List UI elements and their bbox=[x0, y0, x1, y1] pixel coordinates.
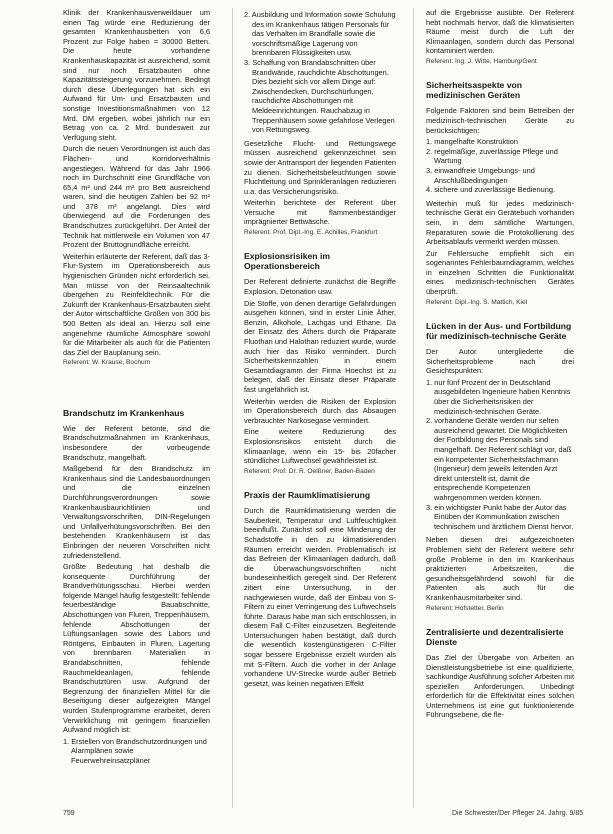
spacer bbox=[63, 376, 210, 394]
paragraph: Größte Bedeutung hat deshalb die konsequente Durchführung der Brandverhütungsschau. Hierbei werden folgende Mängel häufig festgestellt: fehlende feuerbeständige Bauabschnitte, Abschottungen von Fluren, Treppenhäusern, fehlende Abschottungen der Lüftungsanlagen sowie des Labors und Röntgens, Einbauten in Fluren, Lagerung von brennbaren Materialien in Brandabschnitten, fehlende Rauchmeldeanlagen, fehlende Brandschutztüren usw. Aufgrund der Begrenzung der finanziellen Mittel für die Beseitigung dieser aufgezeigten Mängel wurden Stufenprogramme erarbeitet, deren Verwirklichung mit geringem finanziellen Aufwand möglich ist: bbox=[63, 562, 210, 735]
paragraph: Klinik der Krankenhausverweildauer um einen Tag würde eine Reduzierung der gesamten Krankenhausbetten von 6,6 Prozent zur Folge haben = 30000 Betten. Die heute vorhandene Krankenhauskapazität ist ausreichend, somit sind nur noch Ersatzbauten ohne Kapazitätssteigerung vorzunehmen. Bedingt durch diese Überlegungen hat sich ein Aufwand für Um- und Ersatzbauten und sonstige Investitionsmaßnahmen von 12 Mrd. DM ergeben, wobei jährlich nur ein Betrag von ca. 2 Mrd. bundesweit zur Verfügung steht. bbox=[63, 8, 210, 142]
paragraph: Der Autor untergliederte die Sicherheitsprobleme nach drei Gesichtspunkten: bbox=[426, 347, 574, 376]
section-heading: Zentralisierte und dezentralisierte Dienste bbox=[426, 626, 564, 647]
list-item: 1. nur fünf Prozent der in Deutschland ausgebildeten Ingenieure haben Kenntnis über die Sicherheitsrisiken der medizinisch-technischen Geräte. bbox=[426, 377, 571, 416]
referent-line: Referent: Prof. Dr. R. Oelßner, Baden-Baden bbox=[244, 467, 375, 475]
column-middle bbox=[244, 8, 396, 690]
column-divider bbox=[232, 8, 233, 808]
section-heading: Praxis der Raumklimatisierung bbox=[244, 490, 371, 501]
list-item: 2. Ausbildung und Information sowie Schulung des im Krankenhaus tätigen Personals für das Verhalten im Brandfalle sowie die vorschriftsmäßige Lagerung von brennbaren Flüssigkeiten usw. bbox=[244, 10, 396, 58]
list-item: 4. sichere und zuverlässige Bedienung. bbox=[426, 185, 556, 195]
paragraph: Neben diesen drei aufgezeichneten Problemen sieht der Referent weitere sehr große Probleme in den im Krankenhaus praktizierten Arbeitszeiten, die gesundheitsgefährdend sowohl für die Patienten als auch für die Krankenhausmitarbeiter sind. bbox=[426, 535, 574, 602]
list-item: 3. Schaffung von Brandabschnitten über Brandwände, rauchdichte Abschottungen. Dies bezieht sich vor allem Dinge auf: Zwischendecken, Durchschürfungen, rauchdichte Abschottungen mit Meldeeinrichtungen. Rauchabzug in Treppenhäusern sowie gefahrlose Verlegen von Rettungsweg. bbox=[244, 57, 395, 135]
list-item: 1. mangelhafte Konstruktion bbox=[426, 137, 519, 147]
referent-line: Referent: W. Krause, Bochum bbox=[63, 359, 151, 367]
page-number: 759 bbox=[63, 810, 75, 817]
paragraph: Weiterhin werden die Risiken der Explosion im Operationsbereich durch das Absaugen verbrauchter Narkosegase vermindert. bbox=[244, 396, 396, 425]
section-heading: Brandschutz im Krankenhaus bbox=[63, 407, 185, 418]
paragraph: Gesetzliche Flucht- und Rettungswege müssen ausreichend gekennzeichnet sein sowie der Antransport der liegenden Patienten zu dienen. Sicherheitsbeleuchtungen sowie Fluchtleitung und Sprinkleranlagen reduzieren u.a. das Versicherungsrisiko. bbox=[244, 138, 396, 196]
factor-list bbox=[426, 137, 574, 195]
list-item: 2. vorhandene Geräte werden nur selten ausreichend gewartet. Die Möglichkeiten der Fortbildung des Personals sind mangelhaft. Der Referent schlägt vor, daß ein kompetenter Sicherheitsfachmann (Ingenieur) dem jeweils leitenden Arzt direkt unterstellt ist, damit die entsprechende Kompetenzen wahrgenommen werden können. bbox=[426, 416, 572, 502]
paragraph: Der Referent definierte zunächst die Begriffe Explosion, Detonation usw. bbox=[244, 277, 396, 297]
referent-line: Referent: Ing. J. Witte, Hamburg/Gent bbox=[426, 57, 537, 65]
column-right bbox=[426, 8, 574, 722]
paragraph: Zur Fehlersuche empfiehlt sich ein sogenanntes Fehlerbaumdiagramm, welches in einzelnen Schritten die Funktionalität eines medizinisch-technischen Gerätes überprüft. bbox=[426, 248, 574, 297]
measures-list-continued bbox=[244, 10, 396, 135]
paragraph: Durch die neuen Verordnungen ist auch das Flächen- und Korridorverhältnis angestiegen. Während für das Jahr 1966 noch im Durchschnitt eine Grundfläche von 65,4 m² und 244 m³ pro Bett ausreichend waren, sind die heutigen Zahlen bei 92 m² und 378 m³ angelangt. Dies wird überwiegend auf die Forderungen des Brandschutzes zurückgeführt. Der Anteil der Technik hat mittlerweile ein Volumen von 47 Prozent der Bruttogrundfläche erreicht. bbox=[63, 144, 210, 250]
paragraph: Eine weitere Reduzierung des Explosionsrisikos entsteht durch die Klimaanlage, wenn ein 15- bis 20facher stündlicher Luftwechsel gewährleistet ist. bbox=[244, 427, 396, 466]
list-item: 1. Erstellen von Brandschutzordnungen und Alarmplänen sowie Feuerwehreinsatzpläner bbox=[63, 736, 207, 765]
measures-list bbox=[63, 737, 210, 766]
journal-footer: Die Schwester/Der Pfleger 24. Jahrg. 9/85 bbox=[452, 810, 584, 817]
referent-line: Referent: Dipl.-Ing. S. Mattich, Kiel bbox=[426, 298, 528, 306]
section-heading: Explosionsrisiken im Operationsbereich bbox=[244, 251, 330, 272]
referent-line: Referent: Hofstetter, Berlin bbox=[426, 604, 504, 612]
paragraph: Folgende Faktoren sind beim Betreiben der medizinisch-technischen Geräte zu berücksichtigen: bbox=[426, 106, 574, 135]
column-divider bbox=[413, 8, 414, 808]
paragraph: Wie der Referent betonte, sind die Brandschutzmaßnahmen im Krankenhaus, insbesondere der vorbeugende Brandschutz, mangelhaft. bbox=[63, 423, 210, 462]
paragraph: Weiterhin muß für jedes medizinisch-technische Gerät ein Gerätebuch vorhanden sein, in dem sämtliche Wartungen, Reparaturen sowie die Protokollierung des Arbeitsablaufs vermerkt werden müssen. bbox=[426, 198, 574, 247]
paragraph: auf die Ergebnisse ausübte. Der Referent hebt nochmals hervor, daß die klimatisierten Räume meist durch die Luft der Klimaanlagen, sondern durch das Personal kontaminiert werden. bbox=[426, 8, 574, 56]
paragraph: Das Ziel der Übergabe von Arbeiten an Dienstleistungsbetriebe ist eine qualifizierte, sachkundige Ausführung solcher Arbeiten mit speziellen Anforderungen. Unbedingt erforderlich für die Effektivität eines solchen Unternehmens ist eine gut funktionierende Führungsebene, die fle- bbox=[426, 652, 574, 720]
list-item: 3. einwandfreie Umgebungs- und Anschlußbedingungen bbox=[426, 165, 535, 185]
paragraph: Weiterhin berichtete der Referent über Versuche mit flammenbeständiger imprägnierter Bettwäsche. bbox=[244, 198, 396, 227]
problem-list bbox=[426, 378, 574, 532]
referent-line: Referent: Prof. Dipl.-Ing. E. Achilles, Frankfurt bbox=[244, 229, 378, 237]
list-item: 3. ein wichtigster Punkt habe der Autor das Einüben der Kommunikation zwischen technischem und ärztlichem Dienst hervor. bbox=[426, 502, 574, 531]
paragraph: Maßgebend für den Brandschutz im Krankenhaus sind die Landesbauordnungen und die einzelnen Durchführungsverordnungen sowie Krankenhausbaurichtlinien und Verwaltungsvorschriften, DIN-Regelungen und Unfallverhütungsvorschriften. Bei den bestehenden Krankenhäusern ist das Einbringen der neueren Vorschriften nicht zufriedenstellend. bbox=[63, 464, 210, 560]
paragraph: Weiterhin erläuterte der Referent, daß das 3-Flur-System im Operationsbereich aus hygienischen Gründen nicht erforderlich sei. Man müsse von der Reinsaaltechnik übergehen zu Reinfeldtechnik. Für die Zukunft der Krankenhaus-Ersatzbauten sieht der Autor wirtschaftliche Größen von 300 bis 500 Betten als ideal an. Hierzu soll eine angenehme räumliche Atmosphäre sowohl für die Mitarbeiter als auch für die Patienten das Ziel der Bauplanung sein. bbox=[63, 251, 210, 357]
section-heading: Sicherheitsaspekte von medizinischen Geräten bbox=[426, 80, 523, 101]
column-left bbox=[63, 8, 210, 770]
section-heading: Lücken in der Aus- und Fortbildung für medizinisch-technische Geräte bbox=[426, 321, 572, 342]
paragraph: Durch die Raumklimatisierung werden die Sauberkeit, Temperatur und Luftfeuchtigkeit beeinflußt. Zunächst soll eine Minderung der Schadstoffe in den zu klimatisierenden Räumen erreicht werden. Problematisch ist das Befreien der Klimaanlagen dadurch, daß die Überwachungsvorschriften nicht bundeseinheitlich geregelt sind. Der Referent zitiert eine Untersuchung, in der nachgewiesen wurde, daß der Einbau von S-Filtern zu einer Verringerung des Luftwechsels führte. Daraus habe man sich entschlossen, in diesem Fall C-Filter einzusetzen. Begleitende Untersuchungen haben bestätigt, daß durch die wesentlich kostengünstigeren C-Filter sogar bessere Ergebnisse erzielt wurden als mit S-Filtern. Auch die vorher in der Anlage vorhandene UV-Strecke wurde außer Betrieb gesetzt, was keinen negativen Effekt bbox=[244, 506, 397, 688]
paragraph: Die Stoffe, von denen derartige Gefährdungen ausgehen können, sind in erster Linie Äther, Benzin, Alkohole, Lachgas und Ethane. Da der Einsatz des Äthers durch die Präparate Fluothan und Halothan reduziert wurde, wurde auch hier das Risiko vermindert. Durch Sicherheitskennzahlen in einem Gesamtdiagramm der Firma Hoechst ist zu belegen, daß der Einsatz dieser Präparate fast ungefährlich ist. bbox=[244, 298, 397, 394]
list-item: 2. regelmäßige, zuverlässige Pflege und Wartung bbox=[426, 146, 558, 166]
